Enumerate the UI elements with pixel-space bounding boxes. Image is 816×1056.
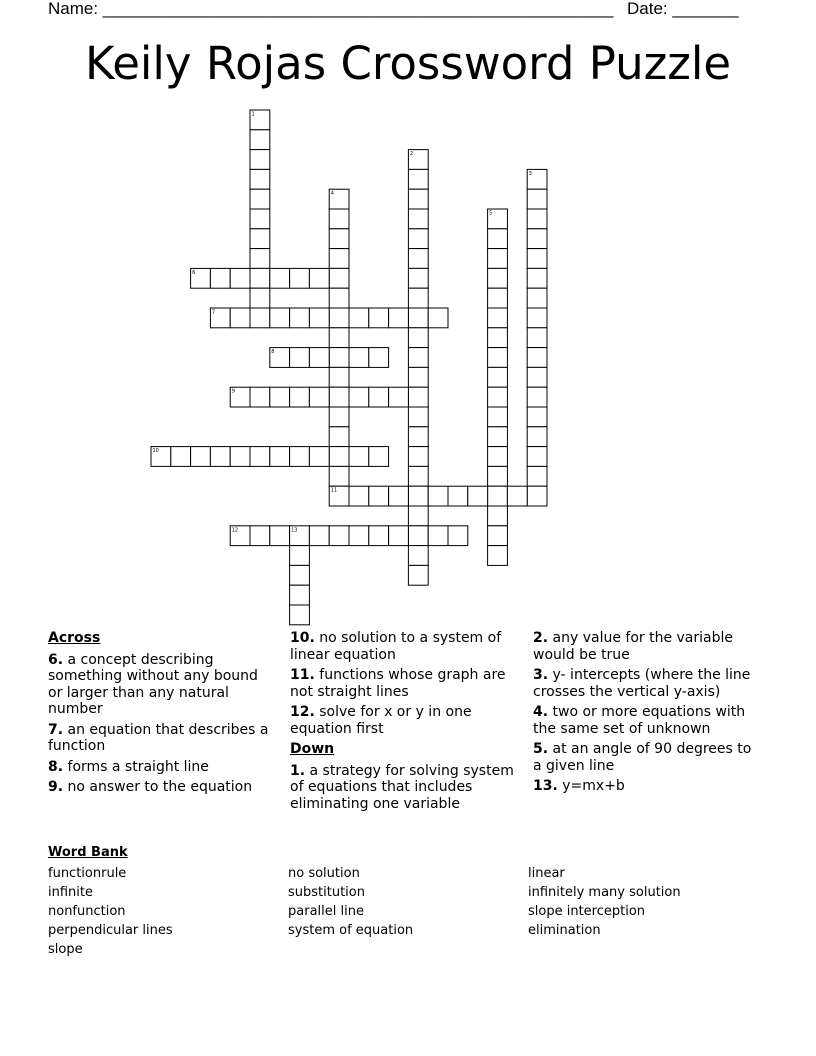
grid-cell[interactable]	[408, 506, 428, 526]
grid-cell[interactable]	[329, 288, 349, 308]
grid-cell[interactable]	[329, 447, 349, 467]
clue-across-12: 12. solve for x or y in one equation first	[290, 704, 472, 737]
clue-number-label: 9	[231, 388, 235, 395]
grid-cell[interactable]	[290, 308, 310, 328]
grid-cell[interactable]	[488, 249, 508, 269]
grid-cell[interactable]	[250, 150, 270, 170]
grid-cell[interactable]	[369, 526, 389, 546]
grid-cell[interactable]	[488, 288, 508, 308]
grid-cell[interactable]	[527, 249, 547, 269]
grid-cell[interactable]	[488, 229, 508, 249]
grid-cell[interactable]	[250, 268, 270, 288]
grid-cell[interactable]	[527, 486, 547, 506]
grid-cell[interactable]	[488, 328, 508, 348]
word-bank-item: functionrule	[48, 866, 127, 881]
clue-number-label: 13	[291, 527, 298, 534]
grid-cell[interactable]	[329, 466, 349, 486]
grid-cell[interactable]	[428, 308, 448, 328]
grid-cell[interactable]	[527, 189, 547, 209]
word-bank-item: nonfunction	[48, 904, 126, 919]
name-field-line[interactable]: Name: ______________________________________________________	[48, 0, 614, 18]
grid-cell[interactable]	[527, 348, 547, 368]
grid-cell[interactable]	[290, 387, 310, 407]
grid-cell[interactable]	[329, 427, 349, 447]
grid-cell[interactable]	[290, 268, 310, 288]
grid-cell[interactable]	[230, 447, 250, 467]
grid-cell[interactable]	[230, 268, 250, 288]
grid-cell[interactable]	[250, 169, 270, 189]
clue-number-label: 3	[528, 170, 532, 177]
clue-number-label: 2	[409, 151, 414, 158]
grid-cell[interactable]	[527, 328, 547, 348]
grid-cell[interactable]	[250, 209, 270, 229]
down-heading: Down	[290, 741, 335, 757]
grid-cell[interactable]	[408, 249, 428, 269]
page-title: Keily Rojas Crossword Puzzle	[84, 37, 732, 90]
word-bank-item: parallel line	[288, 904, 364, 919]
grid-cell[interactable]	[488, 466, 508, 486]
grid-cell[interactable]	[389, 308, 409, 328]
word-bank-item: infinitely many solution	[528, 885, 681, 900]
grid-cell[interactable]	[448, 526, 468, 546]
clue-number-label: 11	[330, 487, 338, 494]
grid-cell[interactable]	[290, 348, 310, 368]
grid-cell[interactable]	[329, 229, 349, 249]
grid-cell[interactable]	[250, 308, 270, 328]
clue-number-label: 6	[192, 269, 196, 276]
word-bank-column-3	[528, 864, 681, 940]
grid-cell[interactable]	[408, 209, 428, 229]
grid-cell[interactable]	[408, 367, 428, 387]
grid-cell[interactable]	[488, 407, 508, 427]
grid-cell[interactable]	[527, 367, 547, 387]
grid-cell[interactable]	[329, 268, 349, 288]
grid-cell[interactable]	[270, 268, 290, 288]
word-bank-item: perpendicular lines	[48, 923, 173, 938]
grid-cell[interactable]	[408, 387, 428, 407]
clues-column-1	[48, 630, 273, 800]
grid-cell[interactable]	[309, 387, 329, 407]
clue-down-5: 5. at an angle of 90 degrees to a given line	[533, 741, 752, 774]
clue-down-1: 1. a strategy for solving system of equations that includes eliminating one variable	[290, 762, 514, 812]
word-bank-item: substitution	[288, 885, 365, 900]
grid-cell[interactable]	[210, 447, 230, 467]
clue-number-label: 5	[489, 210, 493, 217]
grid-cell[interactable]	[468, 486, 488, 506]
grid-cell[interactable]	[488, 546, 508, 566]
grid-cell[interactable]	[290, 585, 310, 605]
grid-cell[interactable]	[250, 526, 270, 546]
clues-column-2	[290, 630, 518, 816]
grid-cell[interactable]	[408, 565, 428, 585]
grid-cell[interactable]	[488, 447, 508, 467]
grid-cell[interactable]	[389, 486, 409, 506]
grid-cell[interactable]	[329, 387, 349, 407]
clues-column-3	[533, 630, 763, 799]
grid-cell[interactable]	[408, 268, 428, 288]
grid-cell[interactable]	[488, 367, 508, 387]
grid-cell[interactable]	[349, 526, 369, 546]
clue-across-10: 10. no solution to a system of linear equation	[290, 630, 502, 663]
grid-cell[interactable]	[329, 328, 349, 348]
grid-cell[interactable]	[527, 209, 547, 229]
grid-cell[interactable]	[408, 407, 428, 427]
grid-cell[interactable]	[309, 526, 329, 546]
clue-down-13: 13. y=mx+b	[533, 778, 625, 794]
grid-cell[interactable]	[349, 348, 369, 368]
grid-cell[interactable]	[488, 387, 508, 407]
grid-cell[interactable]	[270, 526, 290, 546]
word-bank-column-1	[48, 864, 173, 959]
clue-across-9: 9. no answer to the equation	[48, 779, 253, 795]
grid-cell[interactable]	[329, 249, 349, 269]
word-bank-column-2	[288, 864, 413, 940]
grid-cell[interactable]	[349, 447, 369, 467]
grid-cell[interactable]	[250, 288, 270, 308]
grid-cell[interactable]	[290, 565, 310, 585]
clue-down-4: 4. two or more equations with the same set of unknown	[533, 704, 746, 737]
grid-cell[interactable]	[408, 526, 428, 546]
grid-cell[interactable]	[428, 526, 448, 546]
grid-cell[interactable]	[428, 486, 448, 506]
word-bank-item: linear	[528, 866, 565, 881]
clue-across-6: 6. a concept describing something without any bound or larger than any natural number	[48, 651, 258, 717]
grid-cell[interactable]	[329, 209, 349, 229]
grid-cell[interactable]	[488, 506, 508, 526]
grid-cell[interactable]	[408, 486, 428, 506]
clue-number-label: 1	[251, 111, 255, 118]
grid-cell[interactable]	[329, 367, 349, 387]
grid-cell[interactable]	[309, 447, 329, 467]
word-bank-item: slope interception	[528, 904, 646, 919]
grid-cell[interactable]	[408, 348, 428, 368]
word-bank-item: infinite	[48, 885, 93, 900]
grid-cell[interactable]	[369, 486, 389, 506]
grid-cell[interactable]	[290, 546, 310, 566]
grid-cell[interactable]	[389, 387, 409, 407]
word-bank-item: system of equation	[288, 923, 414, 938]
grid-cell[interactable]	[408, 328, 428, 348]
grid-cell[interactable]	[329, 526, 349, 546]
grid-cell[interactable]	[349, 486, 369, 506]
grid-cell[interactable]	[488, 486, 508, 506]
grid-cell[interactable]	[507, 486, 527, 506]
grid-cell[interactable]	[527, 387, 547, 407]
grid-cell[interactable]	[250, 249, 270, 269]
clue-down-2: 2. any value for the variable would be true	[533, 630, 733, 663]
grid-cell[interactable]	[488, 268, 508, 288]
grid-cell[interactable]	[290, 605, 310, 625]
date-field-line[interactable]: Date: _______	[627, 0, 739, 18]
grid-cell[interactable]	[389, 526, 409, 546]
grid-cell[interactable]	[527, 447, 547, 467]
clue-down-3: 3. y- intercepts (where the line crosses the vertical y-axis)	[533, 667, 751, 700]
grid-cell[interactable]	[329, 308, 349, 328]
grid-cell[interactable]	[527, 268, 547, 288]
word-bank-heading: Word Bank	[48, 845, 128, 860]
grid-cell[interactable]	[448, 486, 468, 506]
clue-across-11: 11. functions whose graph are not straight lines	[290, 667, 506, 700]
grid-cell[interactable]	[171, 447, 191, 467]
across-heading: Across	[48, 630, 101, 646]
grid-cell[interactable]	[349, 308, 369, 328]
grid-cell[interactable]	[488, 308, 508, 328]
grid-cell[interactable]	[250, 189, 270, 209]
grid-cell[interactable]	[408, 546, 428, 566]
grid-cell[interactable]	[408, 229, 428, 249]
grid-cell[interactable]	[527, 288, 547, 308]
grid-cell[interactable]	[408, 466, 428, 486]
clue-number-label: 8	[271, 349, 275, 356]
grid-cell[interactable]	[309, 268, 329, 288]
grid-cell[interactable]	[488, 427, 508, 447]
grid-cell[interactable]	[290, 447, 310, 467]
grid-cell[interactable]	[309, 348, 329, 368]
grid-cell[interactable]	[309, 308, 329, 328]
word-bank-item: elimination	[528, 923, 601, 938]
grid-cell[interactable]	[408, 447, 428, 467]
grid-cell[interactable]	[527, 466, 547, 486]
grid-cell[interactable]	[527, 407, 547, 427]
grid-cell[interactable]	[329, 348, 349, 368]
clue-across-7: 7. an equation that describes a function	[48, 721, 269, 754]
grid-cell[interactable]	[270, 387, 290, 407]
grid-cell[interactable]	[270, 447, 290, 467]
grid-cell[interactable]	[349, 387, 369, 407]
word-bank-item: no solution	[288, 866, 360, 881]
grid-cell[interactable]	[250, 130, 270, 150]
word-bank-item: slope	[48, 942, 83, 957]
grid-cell[interactable]	[270, 308, 290, 328]
clue-number-label: 12	[231, 527, 239, 534]
grid-cell[interactable]	[488, 348, 508, 368]
grid-cell[interactable]	[527, 229, 547, 249]
grid-cell[interactable]	[250, 229, 270, 249]
clue-number-label: 7	[211, 309, 216, 316]
grid-cell[interactable]	[369, 348, 389, 368]
grid-cell[interactable]	[408, 427, 428, 447]
grid-cell[interactable]	[408, 308, 428, 328]
grid-cell[interactable]	[408, 189, 428, 209]
grid-cell[interactable]	[250, 447, 270, 467]
grid-cell[interactable]	[230, 308, 250, 328]
grid-cell[interactable]	[408, 169, 428, 189]
grid-cell[interactable]	[191, 447, 211, 467]
grid-cell[interactable]	[369, 447, 389, 467]
grid-cell[interactable]	[408, 288, 428, 308]
grid-cell[interactable]	[329, 407, 349, 427]
grid-cell[interactable]	[369, 308, 389, 328]
grid-cell[interactable]	[527, 308, 547, 328]
grid-cell[interactable]	[369, 387, 389, 407]
grid-cell[interactable]	[527, 427, 547, 447]
clue-across-8: 8. forms a straight line	[48, 758, 209, 775]
grid-cell[interactable]	[250, 387, 270, 407]
clue-number-label: 4	[330, 190, 334, 197]
grid-cell[interactable]	[210, 268, 230, 288]
grid-cell[interactable]	[488, 526, 508, 546]
clue-number-label: 10	[152, 448, 159, 455]
